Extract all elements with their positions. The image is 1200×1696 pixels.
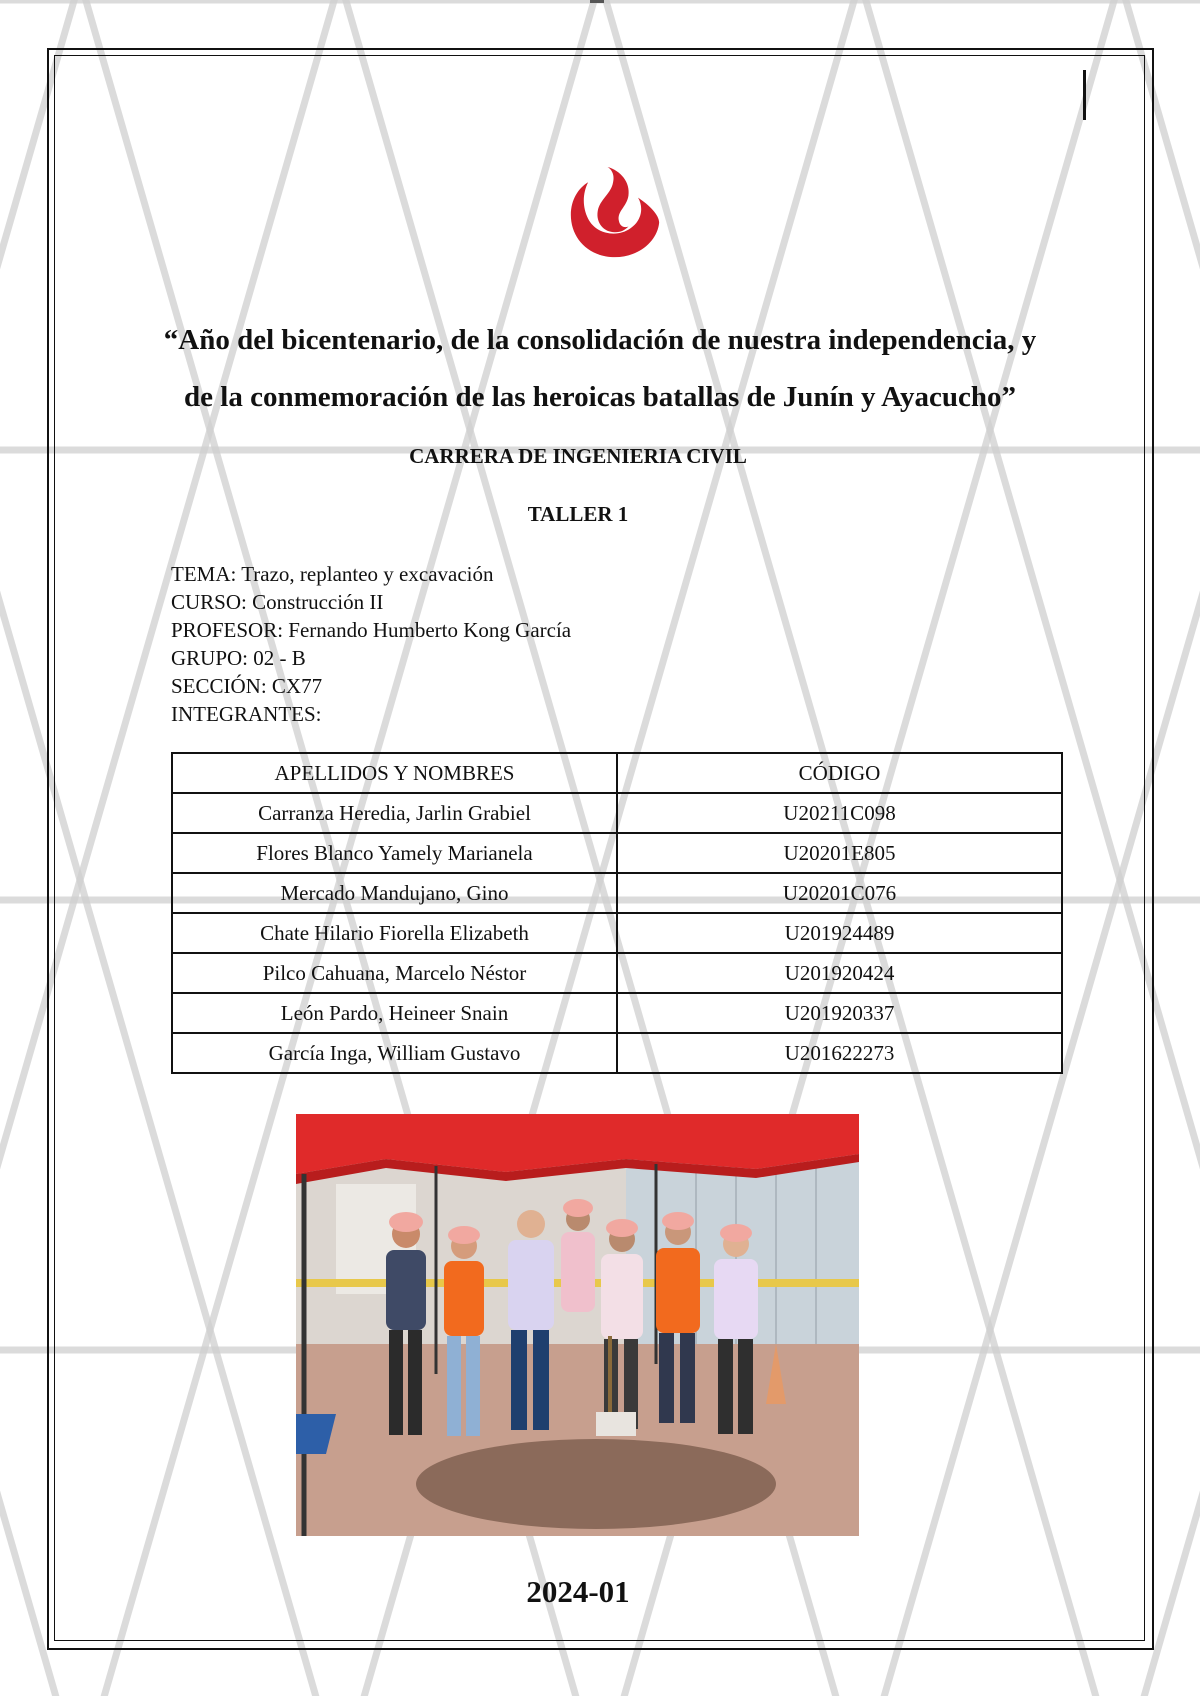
year-label: 2024-01 — [526, 1574, 630, 1609]
table-row — [172, 1033, 1062, 1073]
group-photo-construction-site — [296, 1114, 859, 1536]
career-title: CARRERA DE INGENIERIA CIVIL — [409, 444, 747, 468]
university-flame-logo-icon — [567, 165, 663, 261]
workshop-title: TALLER 1 — [527, 502, 629, 526]
header-code: CÓDIGO — [617, 753, 1062, 793]
course-info-block — [171, 560, 571, 728]
member-code: U20201E805 — [617, 833, 1062, 873]
page-top-mark — [590, 0, 604, 3]
info-tema: TEMA: Trazo, replanteo y excavación — [171, 562, 494, 586]
table-header-row — [172, 753, 1062, 793]
text-cursor-mark — [1083, 70, 1086, 120]
motto-heading — [100, 312, 1100, 426]
table-row — [172, 993, 1062, 1033]
info-grupo: GRUPO: 02 - B — [171, 646, 306, 670]
info-curso: CURSO: Construcción II — [171, 590, 384, 614]
member-name: Mercado Mandujano, Gino — [172, 873, 617, 913]
table-row — [172, 833, 1062, 873]
member-name: León Pardo, Heineer Snain — [172, 993, 617, 1033]
motto-line-1: “Año del bicentenario, de la consolidación de nuestra independencia, y — [163, 324, 1037, 356]
member-code: U20201C076 — [617, 873, 1062, 913]
member-code: U201920337 — [617, 993, 1062, 1033]
member-name: Chate Hilario Fiorella Elizabeth — [172, 913, 617, 953]
motto-line-2: de la conmemoración de las heroicas batallas de Junín y Ayacucho” — [184, 381, 1016, 413]
member-name: Pilco Cahuana, Marcelo Néstor — [172, 953, 617, 993]
table-row — [172, 793, 1062, 833]
member-code: U201924489 — [617, 913, 1062, 953]
info-profesor: PROFESOR: Fernando Humberto Kong García — [171, 618, 572, 642]
member-name: Carranza Heredia, Jarlin Grabiel — [172, 793, 617, 833]
table-row — [172, 953, 1062, 993]
member-name: García Inga, William Gustavo — [172, 1033, 617, 1073]
table-row — [172, 873, 1062, 913]
header-name: APELLIDOS Y NOMBRES — [172, 753, 617, 793]
info-seccion: SECCIÓN: CX77 — [171, 674, 323, 698]
member-code: U201622273 — [617, 1033, 1062, 1073]
table-row — [172, 913, 1062, 953]
member-name: Flores Blanco Yamely Marianela — [172, 833, 617, 873]
member-code: U20211C098 — [617, 793, 1062, 833]
member-code: U201920424 — [617, 953, 1062, 993]
members-table — [171, 752, 1063, 1074]
info-integrantes: INTEGRANTES: — [171, 702, 322, 726]
